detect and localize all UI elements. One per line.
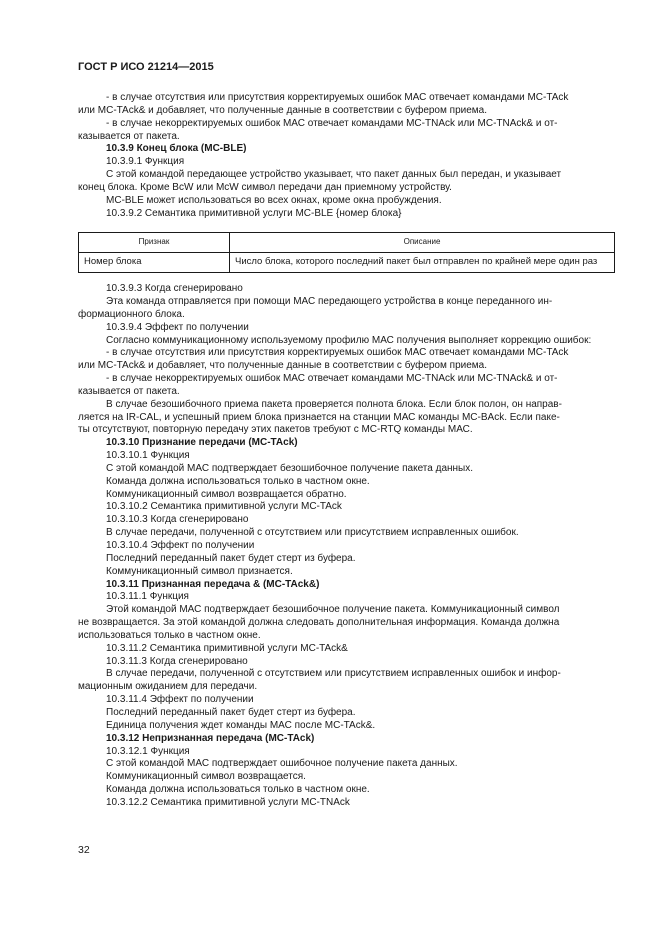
text-line: - в случае некорректируемых ошибок МАС отвечает командами МС-TNAck или МС-TNAck& и от- (106, 117, 558, 129)
text-line: В случае передачи, полученной с отсутствием или присутствием исправленных ошибок и инфор- (106, 668, 561, 680)
text-line: 10.3.10 Признание передачи (МС-TAck) (106, 437, 298, 449)
text-line: 10.3.10.2 Семантика примитивной услуги МС-TAck (106, 501, 342, 513)
text-line: 10.3.12 Непризнанная передача (МС-TAck) (106, 732, 315, 744)
table-header-description: Описание (230, 233, 615, 253)
definition-table (78, 232, 615, 273)
text-line: Коммуникационный символ возвращается. (106, 771, 306, 783)
text-line: 10.3.11.1 Функция (106, 591, 189, 603)
text-line: 10.3.11.4 Эффект по получении (106, 694, 254, 706)
text-line: ляется на IR-CAL, и успешный прием блока признается на станции МАС команды МС-BAck. Если паке- (78, 411, 560, 423)
text-line: 10.3.10.4 Эффект по получении (106, 540, 255, 551)
text-line: - в случае отсутствия или присутствия корректируемых ошибок МАС отвечает командами МС-TAck (106, 92, 569, 103)
document-header: ГОСТ Р ИСО 21214—2015 (78, 61, 214, 73)
table-header-row (79, 233, 615, 253)
text-line: Этой командой МАС подтверждает безошибочное получение пакета. Коммуникационный символ (106, 604, 560, 616)
text-line: 10.3.10.3 Когда сгенерировано (106, 514, 249, 526)
text-line: - в случае некорректируемых ошибок МАС отвечает командами МС-TNAck или МС-TNAck& и от- (106, 373, 558, 385)
text-line: конец блока. Кроме BcW или McW символ передачи дан приемному устройству. (78, 181, 452, 193)
text-line: 10.3.11 Признанная передача & (МС-TAck&) (106, 578, 320, 590)
text-line: МС-BLE может использоваться во всех окнах, кроме окна пробуждения. (106, 194, 442, 206)
text-line: мационным ожиданием для передачи. (78, 681, 258, 693)
text-line: не возвращается. За этой командой должна следовать дополнительная информация. Команда должна (78, 617, 560, 629)
table-cell-attribute: Номер блока (79, 253, 230, 273)
text-line: 10.3.9 Конец блока (МС-BLE) (106, 143, 247, 155)
text-line: ты отсутствуют, повторную передачу этих пакетов требуют с МС-RTQ команды МАС. (78, 424, 473, 436)
text-line: Согласно коммуникационному используемому профилю МАС получения выполняет коррекцию ошибок: (106, 334, 592, 346)
text-line: 10.3.9.2 Семантика примитивной услуги МС-BLE {номер блока} (106, 207, 402, 219)
text-line: С этой командой МАС подтверждает безошибочное получение пакета данных. (106, 462, 474, 474)
text-line: В случае безошибочного приема пакета проверяется полнота блока. Если блок полон, он направ- (106, 398, 562, 410)
text-line: Команда должна использоваться только в частном окне. (106, 784, 370, 796)
text-line: 10.3.11.3 Когда сгенерировано (106, 655, 248, 667)
page-body (78, 92, 615, 810)
text-line: формационного блока. (78, 308, 185, 320)
text-line: 10.3.12.1 Функция (106, 745, 190, 757)
text-line: В случае передачи, полученной с отсутствием или присутствием исправленных ошибок. (106, 527, 519, 539)
text-line: 10.3.11.2 Семантика примитивной услуги МС-TAck& (106, 642, 348, 654)
text-line: или МС-TAck& и добавляет, что полученные данные в соответствии с буфером приема. (78, 360, 487, 372)
text-line: казывается от пакета. (78, 385, 180, 397)
text-line: Последний переданный пакет будет стерт из буфера. (106, 706, 356, 718)
text-line: казывается от пакета. (78, 130, 180, 142)
text-line: - в случае отсутствия или присутствия корректируемых ошибок МАС отвечает командами МС-TAck (106, 347, 569, 359)
text-line: Эта команда отправляется при помощи МАС передающего устройства в конце переданного ин- (106, 295, 553, 307)
text-line: 10.3.9.4 Эффект по получении (106, 321, 249, 333)
text-line: Коммуникационный символ признается. (106, 565, 293, 577)
text-line: Единица получения ждет команды МАС после МС-TAck&. (106, 719, 376, 731)
text-line: Команда должна использоваться только в частном окне. (106, 475, 370, 487)
text-line: С этой командой МАС подтверждает ошибочное получение пакета данных. (106, 758, 458, 770)
text-line: Последний переданный пакет будет стерт из буфера. (106, 552, 356, 564)
text-line: 10.3.12.2 Семантика примитивной услуги МС-TNAck (106, 796, 350, 808)
table-cell-description: Число блока, которого последний пакет был отправлен по крайней мере один раз (230, 253, 615, 273)
text-line: 10.3.10.1 Функция (106, 450, 190, 462)
text-line: Коммуникационный символ возвращается обратно. (106, 488, 347, 500)
table-header-attribute: Признак (79, 233, 230, 253)
text-line: 10.3.9.3 Когда сгенерировано (106, 283, 243, 295)
text-line: или МС-TAck& и добавляет, что полученные данные в соответствии с буфером приема. (78, 104, 487, 116)
text-line: 10.3.9.1 Функция (106, 156, 185, 168)
table-row (79, 253, 615, 273)
text-block-bottom (78, 283, 615, 810)
text-line: С этой командой передающее устройство указывает, что пакет данных был передан, и указывает (106, 169, 562, 181)
text-line: использоваться только в частном окне. (78, 629, 261, 641)
page-number: 32 (78, 844, 90, 856)
text-block-top (78, 92, 615, 220)
